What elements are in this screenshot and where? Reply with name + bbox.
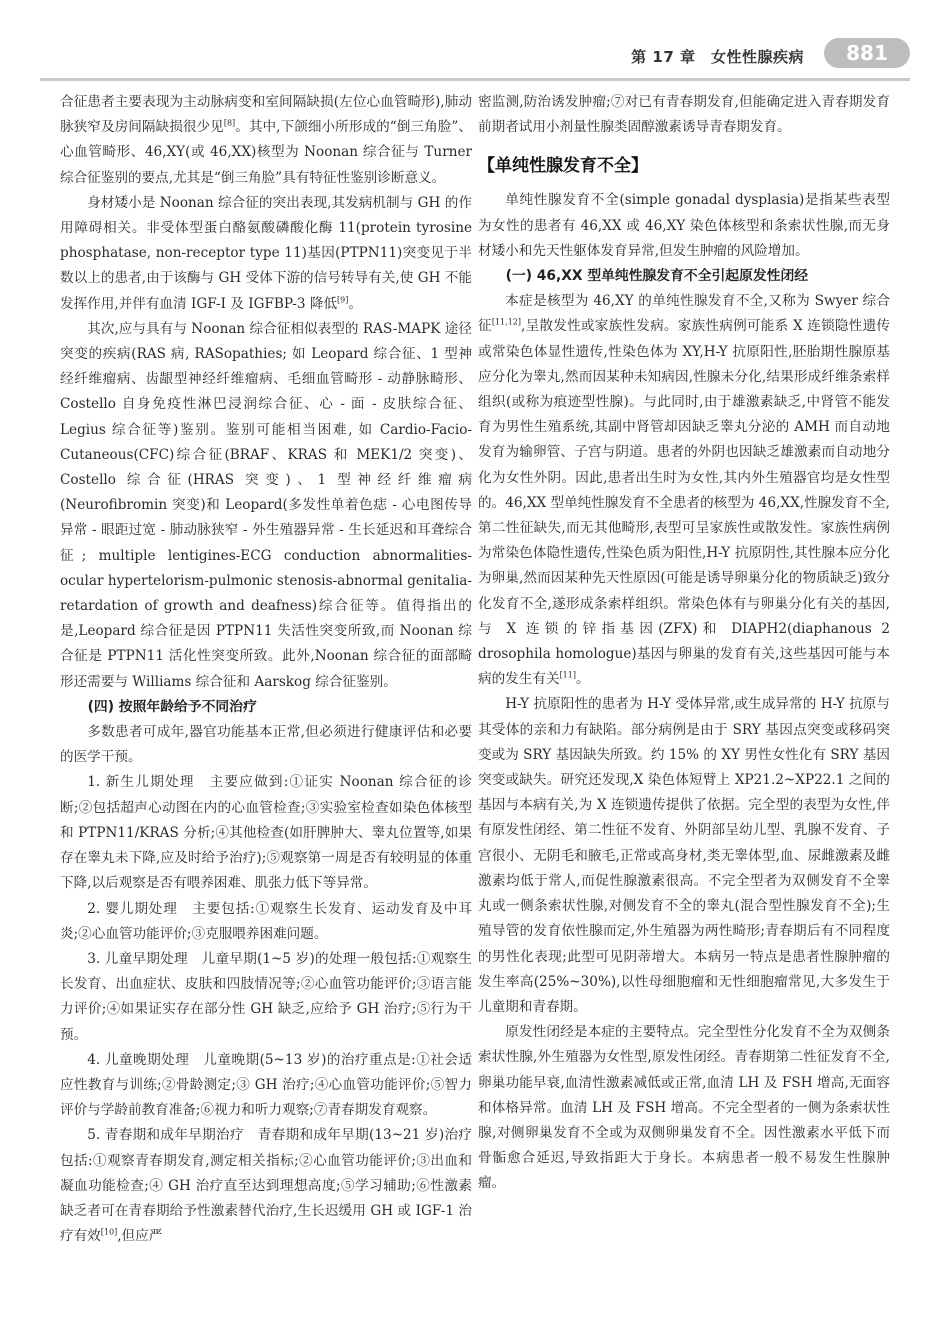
header-rule <box>40 78 910 81</box>
text: 5. 青春期和成年早期治疗 青春期和成年早期(13~21 岁)治疗包括:①观察青春期发育,测定相关指标;②心血管功能评价;③出血和凝血功能检查;④ GH 治疗直至达到理想高度;⑤学习辅助;⑥性激素缺乏者可在青春期给予性激素替代治疗,生长迟缓用 GH 或 IGF-1 治疗有效 <box>60 1127 472 1245</box>
citation: [11] <box>559 670 576 680</box>
text: 本症是核型为 46,XY 的单纯性腺发育不全,又称为 Swyer 综合征 <box>478 293 890 335</box>
citation: [11,12] <box>491 317 521 327</box>
running-header <box>40 34 910 82</box>
left-column <box>60 90 472 1249</box>
right-column <box>478 90 890 1197</box>
text: 合征患者主要表现为主动脉病变和室间隔缺损(左位心血管畸形),肺动脉狭窄及房间隔缺损很少见 <box>60 94 472 136</box>
paragraph: 单纯性腺发育不全(simple gonadal dysplasia)是指某些表型为女性的患者有 46,XX 或 46,XY 染色体核型和条索状性腺,而无身材矮小和先天性躯体发育异常,但发生肿瘤的风险增加。 <box>478 192 890 259</box>
paragraph: 其次,应与具有与 Noonan 综合征相似表型的 RAS-MAPK 途径突变的疾病(RAS 病, RASopathies; 如 Leopard 综合征、1 型神经纤维瘤病、齿龈型神经纤维瘤病、毛细血管畸形 - 动静脉畸形、Costello 自身免疫性淋巴浸润综合征、心 - 面 - 皮肤综合征、Legius 综合征等)鉴别。鉴别可能相当困难, 如 Cardio-Facio-Cutaneous(CFC)综合征(BRAF、KRAS 和 MEK1/2 突变)、Costello 综合征(HRAS 突变)、1 型神经纤维瘤病(Neurofibromin 突变)和 Leopard(多发性单着色痣 - 心电图传导异常 - 眼距过宽 - 肺动脉狭窄 - 外生殖器异常 - 生长延迟和耳聋综合征; multiple lentigines-ECG conduction abnormalities-ocular hypertelorism-pulmonic stenosis-abnormal genitalia-retardation of growth and deafness)综合征等。值得指出的是,Leopard 综合征是因 PTPN11 失活性突变所致,而 Noonan 综合征是 PTPN11 活化性突变所致。此外,Noonan 综合征的面部畸形还需要与 Williams 综合征和 Aarskog 综合征鉴别。 <box>60 320 472 690</box>
text: 。 <box>575 671 590 688</box>
paragraph: 4. 儿童晚期处理 儿童晚期(5~13 岁)的治疗重点是:①社会适应性教育与训练;②骨龄测定;③ GH 治疗;④心血管功能评价;⑤智力评价与学龄前教育准备;⑥视力和听力观察;⑦青春期发育观察。 <box>60 1051 472 1119</box>
citation: [9] <box>337 295 349 305</box>
paragraph: 密监测,防治诱发肿瘤;⑦对已有青春期发育,但能确定进入青春期发育前期者试用小剂量性腺类固醇激素诱导青春期发育。 <box>478 94 890 136</box>
section-heading: 【单纯性腺发育不全】 <box>478 156 648 177</box>
text: 。其中,下颌细小所形成的“倒三角脸”、心血管畸形、46,XY(或 46,XX)核型为 Noonan 综合征与 Turner 综合征鉴别的要点,尤其是“倒三角脸”具有特征性鉴别诊断意义。 <box>60 119 472 186</box>
paragraph <box>478 289 890 692</box>
citation: [8] <box>223 118 236 128</box>
paragraph <box>60 1123 472 1249</box>
text: 身材矮小是 Noonan 综合征的突出表现,其发病机制与 GH 的作用障碍相关。非受体型蛋白酪氨酸磷酸化酶 11(protein tyrosine phosphatase, non-receptor type 11)基因(PTPN11)突变见于半数以上的患者,由于该酶与 GH 受体下游的信号转导有关,使 GH 不能发挥作用,并伴有血清 IGF-I 及 IGFBP-3 降低 <box>60 194 472 312</box>
paragraph: 2. 婴儿期处理 主要包括:①观察生长发育、运动发育及中耳炎;②心血管功能评价;③克服喂养困难问题。 <box>60 900 472 942</box>
subsection-heading: (一) 46,XX 型单纯性腺发育不全引起原发性闭经 <box>505 268 809 285</box>
text: 。 <box>348 295 362 312</box>
paragraph: 3. 儿童早期处理 儿童早期(1~5 岁)的处理一般包括:①观察生长发育、出血症状、皮肤和四肢情况等;②心血管功能评价;③语言能力评价;④如果证实存在部分性 GH 缺乏,应给予 GH 治疗;⑤行为干预。 <box>60 950 472 1043</box>
text: ,但应严 <box>117 1228 163 1245</box>
paragraph: 1. 新生儿期处理 主要应做到:①证实 Noonan 综合征的诊断;②包括超声心动图在内的心血管检查;③实验室检查如染色体核型和 PTPN11/KRAS 分析;④其他检查(如肝脾肿大、睾丸位置等,如果存在睾丸未下降,应及时给予治疗);⑤观察第一周是否有较明显的体重下降,以后观察是否有喂养困难、肌张力低下等异常。 <box>60 774 472 892</box>
chapter-title: 第 17 章 女性性腺疾病 <box>631 48 804 66</box>
paragraph <box>60 90 472 191</box>
paragraph: H-Y 抗原阳性的患者为 H-Y 受体异常,或生成异常的 H-Y 抗原与其受体的亲和力有缺陷。部分病例是由于 SRY 基因点突变或移码突变或为 SRY 基因缺失所致。约 15% 的 XY 男性女性化有 SRY 基因突变或缺失。研究还发现,X 染色体短臂上 XP21.2~XP22.1 之间的基因与本病有关,为 X 连锁遗传提供了依据。完全型的表型为女性,伴有原发性闭经、第二性征不发育、外阴部呈幼儿型、乳腺不发育、子宫很小、无阴毛和腋毛,正常或高身材,类无睾体型,血、尿雌激素及雌激素均低于常人,而促性腺激素很高。不完全型者为双侧发育不全睾丸或一侧条索状性腺,对侧发育不全的睾丸(混合型性腺发育不全);生殖导管的发育依性腺而定,外生殖器为两性畸形;青春期后有不同程度的男性化表现;此型可见阴蒂增大。本病另一特点是患者性腺肿瘤的发生率高(25%~30%),以性母细胞瘤和无性细胞瘤常见,大多发生于儿童期和青春期。 <box>478 696 890 1015</box>
page-number: 881 <box>824 38 910 68</box>
paragraph: 原发性闭经是本症的主要特点。完全型性分化发育不全为双侧条索状性腺,外生殖器为女性型,原发性闭经。青春期第二性征发育不全,卵巢功能早衰,血清性激素减低或正常,血清 LH 及 FSH 增高,无面容和体格异常。血清 LH 及 FSH 增高。不完全型者的一侧为条索状性腺,对侧卵巢发育不全或为双侧卵巢发育不全。因性激素水平低下而骨骺愈合延迟,导致指距大于身长。本病患者一般不易发生性腺肿瘤。 <box>478 1024 890 1192</box>
paragraph: 多数患者可成年,器官功能基本正常,但必须进行健康评估和必要的医学干预。 <box>60 724 472 766</box>
subsection-heading: (四) 按照年龄给予不同治疗 <box>87 698 257 715</box>
text: ,呈散发性或家族性发病。家族性病例可能系 X 连锁隐性遗传或常染色体显性遗传,性染色体为 XY,H-Y 抗原阳性,胚胎期性腺原基应分化为睾丸,然而因某种未知病因,性腺未分化,结果形成纤维条索样组织(或称为痕迹型性腺)。与此同时,由于雄激素缺乏,中肾管不能发育为男性生殖系统,其副中肾管却因缺乏睾丸分泌的 AMH 而自动地发育为输卵管、子宫与阴道。患者的外阴也因缺乏雄激素而自动地分化为女性外阴。因此,患者出生时为女性,其内外生殖器官均是女性型的。46,XX 型单纯性腺发育不全患者的核型为 46,XX,性腺发育不全,第二性征缺失,而无其他畸形,表型可呈家族性或散发性。家族性病例为常染色体隐性遗传,性染色质为阳性,H-Y 抗原阴性,其性腺本应分化为卵巢,然而因某种先天性原因(可能是诱导卵巢分化的物质缺乏)致分化发育不全,遂形成条索样组织。常染色体有与卵巢分化有关的基因,与 X 连锁的锌指基因(ZFX)和 DIAPH2(diaphanous 2 drosophila homologue)基因与卵巢的发育有关,这些基因可能与本病的发生有关 <box>478 318 891 688</box>
citation: [10] <box>100 1227 118 1237</box>
paragraph <box>60 191 472 317</box>
